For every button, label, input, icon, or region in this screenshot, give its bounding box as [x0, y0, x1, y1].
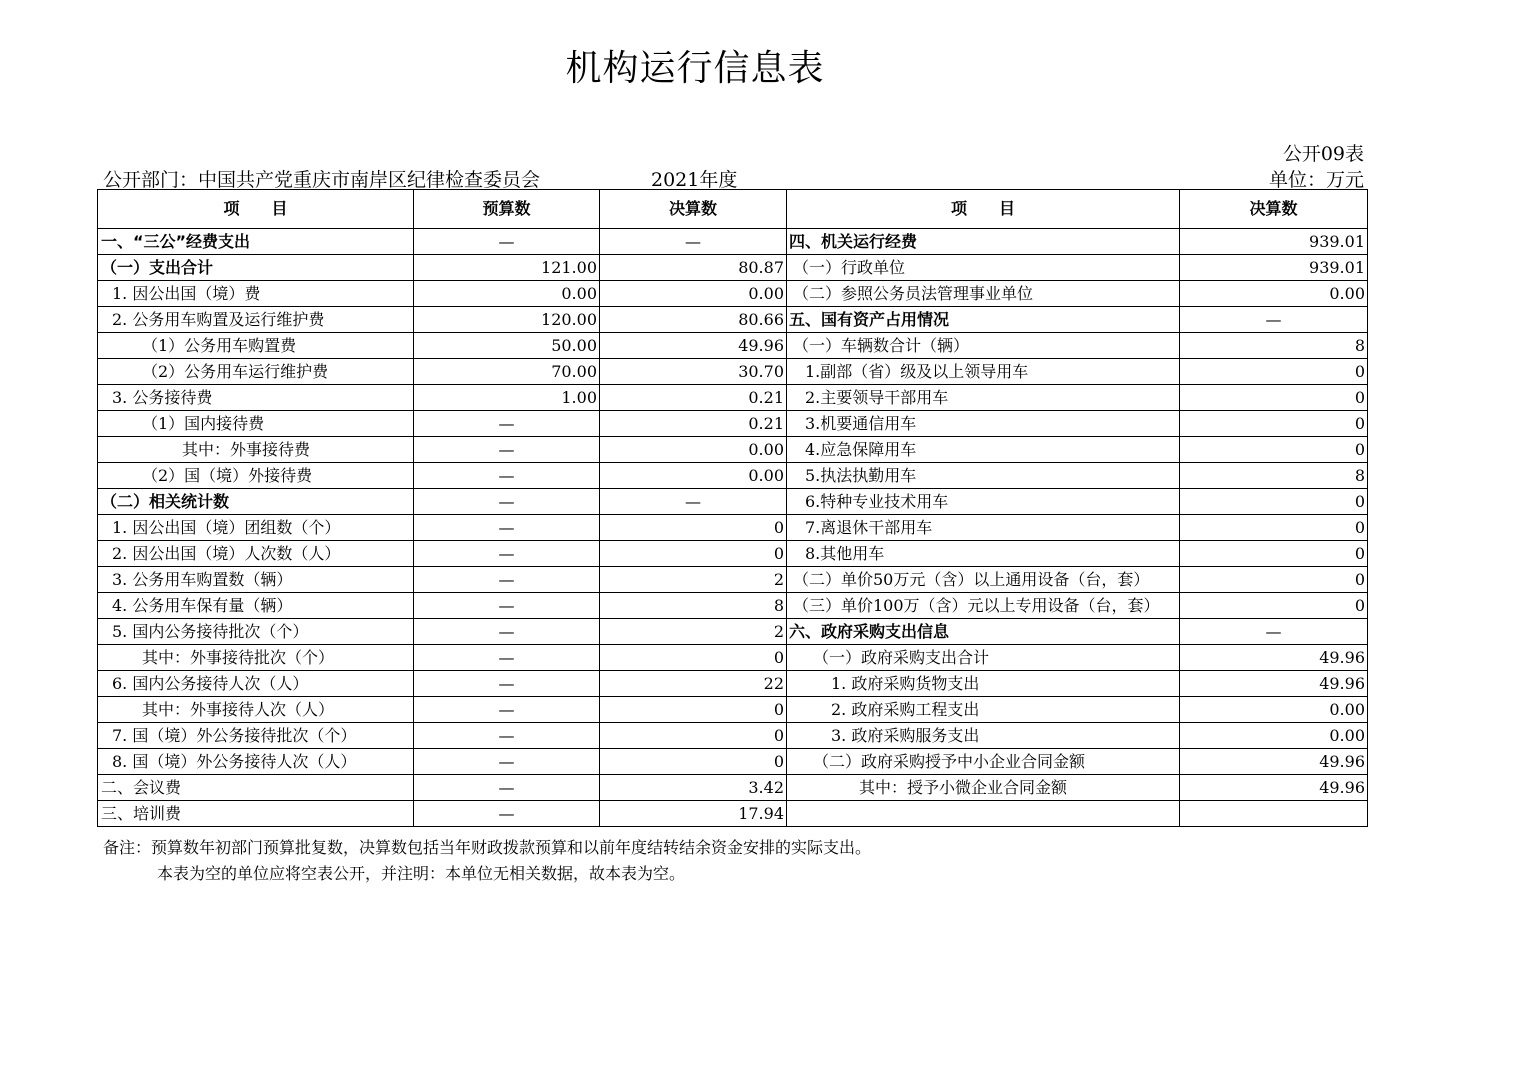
final-left-cell: 80.66 [600, 307, 787, 333]
table-body [98, 229, 1368, 827]
final-right-cell: 8 [1180, 333, 1368, 359]
final-left-cell: 0 [600, 645, 787, 671]
table-row [98, 567, 1368, 593]
budget-cell: — [414, 229, 600, 255]
header-budget: 预算数 [414, 190, 600, 229]
item-right-cell: 2.主要领导干部用车 [787, 385, 1180, 411]
item-left-cell: 3. 公务接待费 [98, 385, 414, 411]
final-left-cell: 22 [600, 671, 787, 697]
final-left-cell: 0.00 [600, 463, 787, 489]
final-left-cell: 2 [600, 567, 787, 593]
budget-cell: 120.00 [414, 307, 600, 333]
table-row [98, 333, 1368, 359]
note-empty-table: 本表为空的单位应将空表公开，并注明：本单位无相关数据，故本表为空。 [157, 864, 686, 883]
header-item-right: 项 目 [787, 190, 1180, 229]
table-row [98, 255, 1368, 281]
item-right-cell: 4.应急保障用车 [787, 437, 1180, 463]
unit-label: 单位：万元 [1268, 169, 1364, 191]
item-left-cell: （2）公务用车运行维护费 [98, 359, 414, 385]
item-left-cell: （2）国（境）外接待费 [98, 463, 414, 489]
table-row [98, 619, 1368, 645]
table-row [98, 359, 1368, 385]
final-left-cell: 30.70 [600, 359, 787, 385]
item-right-cell: （二）单价50万元（含）以上通用设备（台，套） [787, 567, 1180, 593]
item-right-cell: 3. 政府采购服务支出 [787, 723, 1180, 749]
item-right-cell: 5.执法执勤用车 [787, 463, 1180, 489]
item-right-cell: （一）政府采购支出合计 [787, 645, 1180, 671]
table-row [98, 307, 1368, 333]
header-item-left: 项 目 [98, 190, 414, 229]
budget-cell: 1.00 [414, 385, 600, 411]
budget-cell: 0.00 [414, 281, 600, 307]
table-row [98, 697, 1368, 723]
item-left-cell: （1）国内接待费 [98, 411, 414, 437]
final-left-cell: 17.94 [600, 801, 787, 827]
table-row [98, 515, 1368, 541]
final-right-cell: 0 [1180, 489, 1368, 515]
final-right-cell: 0.00 [1180, 281, 1368, 307]
budget-cell: — [414, 723, 600, 749]
note-remark: 备注：预算数年初部门预算批复数，决算数包括当年财政拨款预算和以前年度结转结余资金安排的实际支出。 [103, 838, 872, 857]
final-right-cell: 49.96 [1180, 775, 1368, 801]
item-left-cell: 二、会议费 [98, 775, 414, 801]
budget-cell: 50.00 [414, 333, 600, 359]
item-right-cell: 6.特种专业技术用车 [787, 489, 1180, 515]
table-row [98, 281, 1368, 307]
final-right-cell: — [1180, 619, 1368, 645]
final-left-cell: 0 [600, 515, 787, 541]
final-right-cell: 0.00 [1180, 697, 1368, 723]
budget-cell: — [414, 697, 600, 723]
item-right-cell: 1.副部（省）级及以上领导用车 [787, 359, 1180, 385]
final-right-cell: 0 [1180, 385, 1368, 411]
item-right-cell: 六、政府采购支出信息 [787, 619, 1180, 645]
item-left-cell: 5. 国内公务接待批次（个） [98, 619, 414, 645]
final-left-cell: 0 [600, 541, 787, 567]
item-right-cell: 四、机关运行经费 [787, 229, 1180, 255]
budget-cell: — [414, 411, 600, 437]
item-right-cell [787, 801, 1180, 827]
table-row [98, 801, 1368, 827]
final-right-cell: 0.00 [1180, 723, 1368, 749]
final-right-cell: 49.96 [1180, 749, 1368, 775]
item-left-cell: 7. 国（境）外公务接待批次（个） [98, 723, 414, 749]
final-right-cell: 49.96 [1180, 645, 1368, 671]
item-left-cell: 2. 因公出国（境）人次数（人） [98, 541, 414, 567]
item-left-cell: 3. 公务用车购置数（辆） [98, 567, 414, 593]
table-row [98, 671, 1368, 697]
budget-cell: — [414, 567, 600, 593]
final-right-cell: 0 [1180, 541, 1368, 567]
item-left-cell: 4. 公务用车保有量（辆） [98, 593, 414, 619]
table-row [98, 489, 1368, 515]
table-row [98, 385, 1368, 411]
header-final-left: 决算数 [600, 190, 787, 229]
final-left-cell: 80.87 [600, 255, 787, 281]
final-left-cell: 0.21 [600, 411, 787, 437]
table-row [98, 229, 1368, 255]
item-right-cell: （三）单价100万（含）元以上专用设备（台，套） [787, 593, 1180, 619]
item-right-cell: 7.离退休干部用车 [787, 515, 1180, 541]
budget-cell: — [414, 437, 600, 463]
final-right-cell: 0 [1180, 359, 1368, 385]
final-right-cell: 939.01 [1180, 229, 1368, 255]
table-header-row [98, 190, 1368, 229]
final-left-cell: — [600, 229, 787, 255]
final-left-cell: 2 [600, 619, 787, 645]
item-left-cell: 其中：外事接待费 [98, 437, 414, 463]
department-label: 公开部门：中国共产党重庆市南岸区纪律检查委员会 [103, 169, 541, 191]
form-code: 公开09表 [1282, 143, 1364, 165]
item-right-cell: 3.机要通信用车 [787, 411, 1180, 437]
item-right-cell: 其中：授予小微企业合同金额 [787, 775, 1180, 801]
final-left-cell: 0 [600, 697, 787, 723]
final-right-cell: 0 [1180, 515, 1368, 541]
year-label: 2021年度 [651, 169, 738, 191]
item-right-cell: （二）参照公务员法管理事业单位 [787, 281, 1180, 307]
final-right-cell: — [1180, 307, 1368, 333]
item-right-cell: 五、国有资产占用情况 [787, 307, 1180, 333]
budget-cell: 121.00 [414, 255, 600, 281]
table-row [98, 645, 1368, 671]
table-row [98, 749, 1368, 775]
table-row [98, 593, 1368, 619]
final-right-cell: 0 [1180, 593, 1368, 619]
table-row [98, 541, 1368, 567]
final-left-cell: 0 [600, 749, 787, 775]
item-left-cell: （二）相关统计数 [98, 489, 414, 515]
budget-cell: — [414, 463, 600, 489]
item-left-cell: 8. 国（境）外公务接待人次（人） [98, 749, 414, 775]
budget-cell: — [414, 671, 600, 697]
page-title: 机构运行信息表 [565, 48, 825, 89]
final-right-cell: 8 [1180, 463, 1368, 489]
item-left-cell: 三、培训费 [98, 801, 414, 827]
item-right-cell: （一）车辆数合计（辆） [787, 333, 1180, 359]
item-left-cell: 6. 国内公务接待人次（人） [98, 671, 414, 697]
table-row [98, 463, 1368, 489]
budget-cell: 70.00 [414, 359, 600, 385]
budget-cell: — [414, 489, 600, 515]
budget-cell: — [414, 541, 600, 567]
final-right-cell: 0 [1180, 437, 1368, 463]
budget-cell: — [414, 619, 600, 645]
final-left-cell: — [600, 489, 787, 515]
item-right-cell: 1. 政府采购货物支出 [787, 671, 1180, 697]
budget-cell: — [414, 749, 600, 775]
item-right-cell: （一）行政单位 [787, 255, 1180, 281]
table-row [98, 437, 1368, 463]
table-row [98, 411, 1368, 437]
item-left-cell: 一、“三公”经费支出 [98, 229, 414, 255]
final-right-cell: 49.96 [1180, 671, 1368, 697]
budget-cell: — [414, 801, 600, 827]
final-left-cell: 0.00 [600, 437, 787, 463]
item-left-cell: 其中：外事接待批次（个） [98, 645, 414, 671]
item-right-cell: 2. 政府采购工程支出 [787, 697, 1180, 723]
final-left-cell: 49.96 [600, 333, 787, 359]
budget-cell: — [414, 515, 600, 541]
final-left-cell: 0.00 [600, 281, 787, 307]
item-left-cell: （1）公务用车购置费 [98, 333, 414, 359]
budget-cell: — [414, 593, 600, 619]
item-left-cell: 1. 因公出国（境）团组数（个） [98, 515, 414, 541]
budget-cell: — [414, 775, 600, 801]
item-right-cell: （二）政府采购授予中小企业合同金额 [787, 749, 1180, 775]
table-row [98, 723, 1368, 749]
info-table [97, 189, 1368, 827]
table-row [98, 775, 1368, 801]
budget-cell: — [414, 645, 600, 671]
final-left-cell: 8 [600, 593, 787, 619]
final-left-cell: 3.42 [600, 775, 787, 801]
final-right-cell: 0 [1180, 411, 1368, 437]
item-left-cell: 2. 公务用车购置及运行维护费 [98, 307, 414, 333]
final-right-cell [1180, 801, 1368, 827]
final-right-cell: 939.01 [1180, 255, 1368, 281]
item-right-cell: 8.其他用车 [787, 541, 1180, 567]
item-left-cell: （一）支出合计 [98, 255, 414, 281]
final-right-cell: 0 [1180, 567, 1368, 593]
final-left-cell: 0 [600, 723, 787, 749]
item-left-cell: 其中：外事接待人次（人） [98, 697, 414, 723]
item-left-cell: 1. 因公出国（境）费 [98, 281, 414, 307]
header-final-right: 决算数 [1180, 190, 1368, 229]
final-left-cell: 0.21 [600, 385, 787, 411]
